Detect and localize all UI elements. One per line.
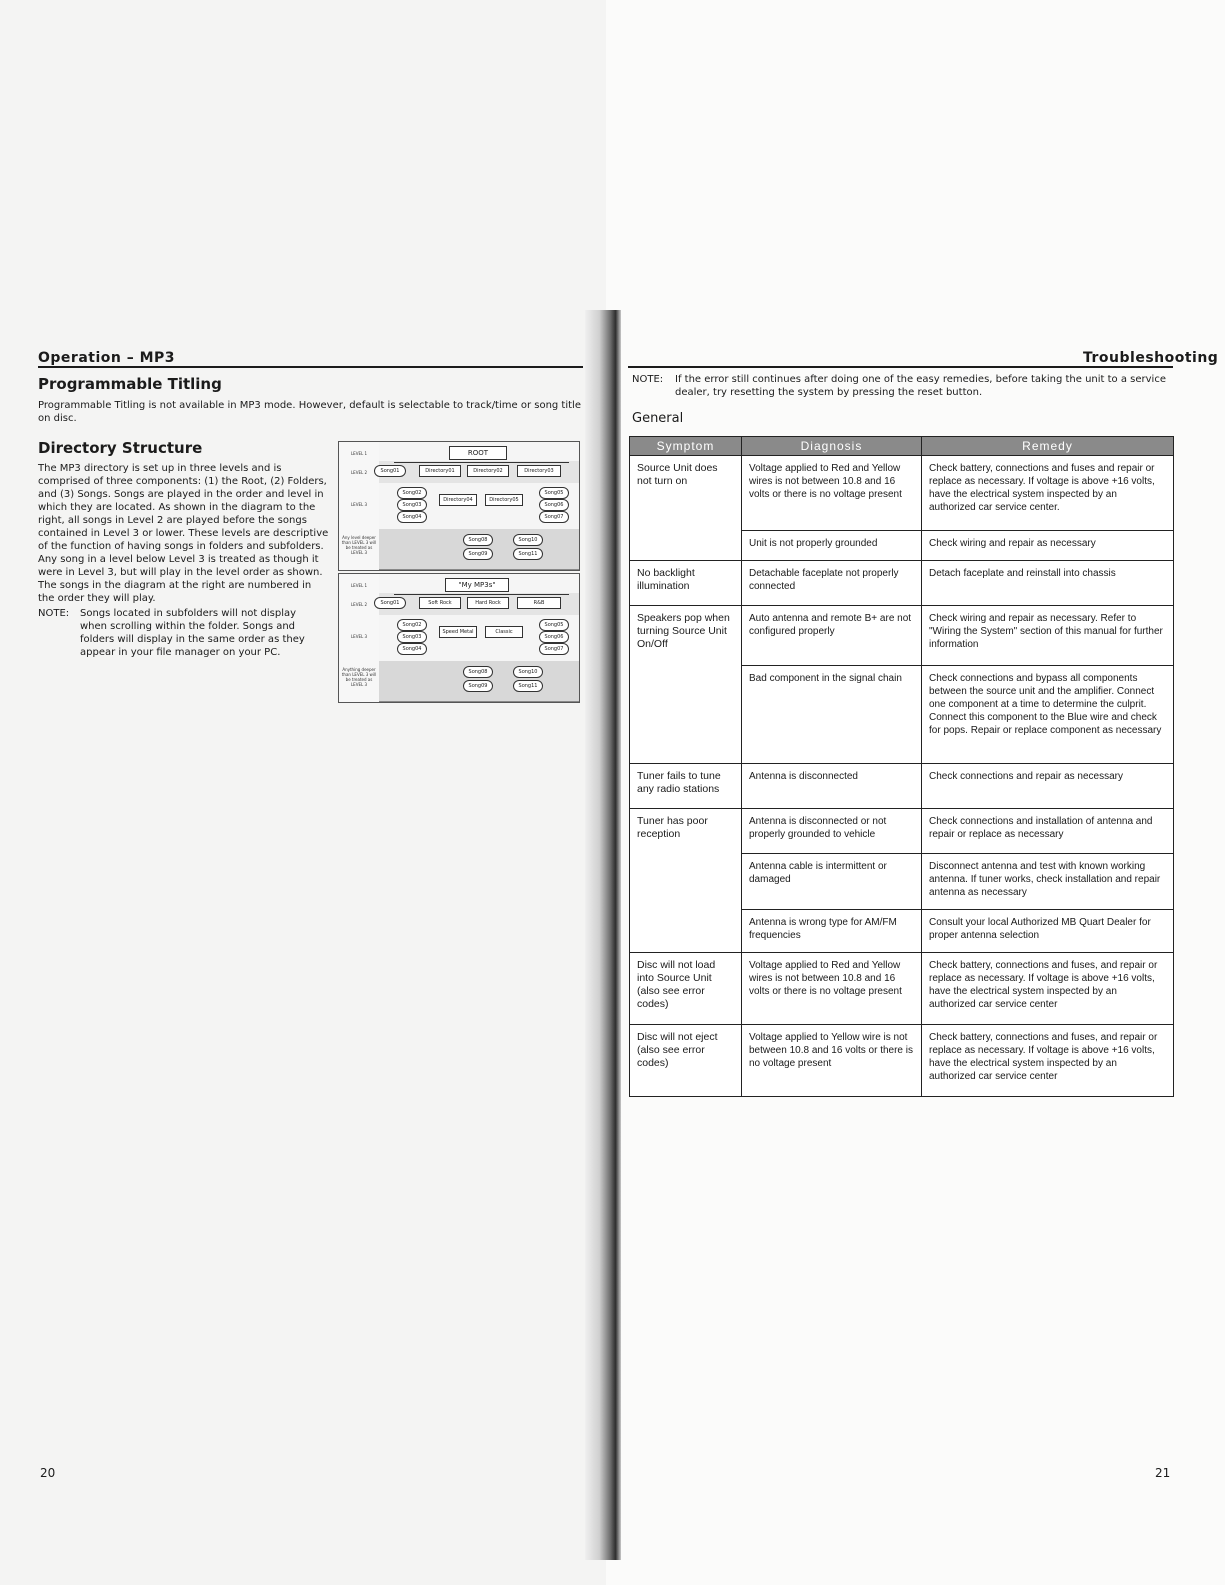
song-node: Song05 [539, 619, 569, 631]
table-row [630, 456, 1174, 531]
symptom-cell: Source Unit does not turn on [630, 456, 742, 561]
song-node: Song09 [463, 680, 493, 692]
song-node: Song11 [513, 680, 543, 692]
column-header-diagnosis: Diagnosis [742, 437, 922, 456]
page-number-left: 20 [40, 1466, 56, 1480]
level-label: LEVEL 1 [350, 583, 368, 588]
song-node: Song05 [539, 487, 569, 499]
folder-node: Directory04 [439, 494, 477, 506]
remedy-cell: Check battery, connections and fuses and repair or replace as necessary. If voltage is above +16 volts, have the electrical system inspected by an authorized car service center. [922, 456, 1174, 531]
level-column [339, 442, 380, 570]
folder-node: Speed Metal [439, 626, 477, 638]
remedy-cell: Detach faceplate and reinstall into chassis [922, 561, 1174, 606]
remedy-cell: Check connections and repair as necessary [922, 764, 1174, 809]
folder-node: R&B [517, 597, 561, 609]
level-label: Any level deeper than LEVEL 3 will be treated as LEVEL 3 [341, 535, 377, 555]
song-node: Song07 [539, 511, 569, 523]
symptom-cell: Speakers pop when turning Source Unit On/Off [630, 606, 742, 764]
song-node: Song08 [463, 534, 493, 546]
page-number-right: 21 [1155, 1466, 1171, 1480]
symptom-cell: Tuner has poor reception [630, 809, 742, 953]
folder-node: Directory03 [517, 465, 561, 477]
diagnosis-cell: Auto antenna and remote B+ are not configured properly [742, 606, 922, 666]
diagnosis-cell: Antenna is disconnected [742, 764, 922, 809]
folder-node: Soft Rock [419, 597, 461, 609]
song-node: Song01 [374, 465, 406, 477]
table-row [630, 606, 1174, 666]
table-row [630, 1025, 1174, 1097]
folder-node: Directory01 [419, 465, 461, 477]
remedy-cell: Check battery, connections and fuses, and repair or replace as necessary. If voltage is above +16 volts, have the electrical system inspected by an authorized car service center [922, 953, 1174, 1025]
programmable-titling-body: Programmable Titling is not available in MP3 mode. However, default is selectable to track/time or song title on disc. [38, 400, 581, 424]
remedy-cell: Check wiring and repair as necessary. Refer to "Wiring the System" section of this manual for further information [922, 606, 1174, 666]
directory-diagram-1 [338, 441, 580, 571]
diagnosis-cell: Detachable faceplate not properly connected [742, 561, 922, 606]
directory-diagram-2 [338, 573, 580, 703]
column-header-remedy: Remedy [922, 437, 1174, 456]
diagnosis-cell: Antenna is wrong type for AM/FM frequencies [742, 910, 922, 953]
note-label-right: NOTE: [632, 374, 664, 385]
level-label: LEVEL 2 [350, 602, 368, 607]
diagnosis-cell: Bad component in the signal chain [742, 666, 922, 764]
note-label-left: NOTE: [38, 608, 70, 619]
diagnosis-cell: Unit is not properly grounded [742, 531, 922, 561]
symptom-cell: Tuner fails to tune any radio stations [630, 764, 742, 809]
folder-node: Classic [485, 626, 523, 638]
song-node: Song07 [539, 643, 569, 655]
column-header-symptom: Symptom [630, 437, 742, 456]
song-node: Song03 [397, 631, 427, 643]
table-row [630, 764, 1174, 809]
song-node: Song04 [397, 511, 427, 523]
symptom-cell: Disc will not eject (also see error codes) [630, 1025, 742, 1097]
table-row [630, 953, 1174, 1025]
song-node: Song08 [463, 666, 493, 678]
note-body-left: Songs located in subfolders will not display when scrolling within the folder. Songs and folders will display in the same order as they appear in your file manager on your PC. [80, 608, 305, 658]
song-node: Song04 [397, 643, 427, 655]
song-node: Song02 [397, 619, 427, 631]
level-label: LEVEL 3 [350, 634, 368, 639]
root-node: ROOT [449, 446, 507, 460]
symptom-cell: Disc will not load into Source Unit (also see error codes) [630, 953, 742, 1025]
header-rule-right [628, 366, 1173, 368]
programmable-titling-heading: Programmable Titling [38, 375, 222, 393]
song-node: Song06 [539, 631, 569, 643]
troubleshooting-table [629, 436, 1174, 1097]
song-node: Song06 [539, 499, 569, 511]
song-node: Song10 [513, 666, 543, 678]
song-node: Song03 [397, 499, 427, 511]
directory-structure-heading: Directory Structure [38, 439, 203, 457]
remedy-cell: Check battery, connections and fuses, and repair or replace as necessary. If voltage is above +16 volts, have the electrical system inspected by an authorized car service center [922, 1025, 1174, 1097]
song-node: Song10 [513, 534, 543, 546]
remedy-cell: Disconnect antenna and test with known working antenna. If tuner works, check installation and repair antenna as necessary [922, 854, 1174, 910]
level-label: LEVEL 3 [350, 502, 368, 507]
song-node: Song11 [513, 548, 543, 560]
song-node: Song01 [374, 597, 406, 609]
table-row [630, 561, 1174, 606]
level-label: LEVEL 1 [350, 451, 368, 456]
table-row [630, 809, 1174, 854]
diagnosis-cell: Voltage applied to Yellow wire is not between 10.8 and 16 volts or there is no voltage present [742, 1025, 922, 1097]
remedy-cell: Check connections and installation of antenna and repair or replace as necessary [922, 809, 1174, 854]
page-gutter [585, 310, 621, 1560]
folder-node: Hard Rock [467, 597, 509, 609]
diagnosis-cell: Antenna cable is intermittent or damaged [742, 854, 922, 910]
folder-node: Directory05 [485, 494, 523, 506]
root-node: "My MP3s" [445, 578, 509, 592]
table-header-row [630, 437, 1174, 456]
remedy-cell: Check connections and bypass all components between the source unit and the amplifier. Connect one component at a time to determine the culprit. Connect this component to the Blue wire and check for pops. Repair or replace component as necessary [922, 666, 1174, 764]
left-page [0, 0, 606, 1585]
diagnosis-cell: Antenna is disconnected or not properly grounded to vehicle [742, 809, 922, 854]
level-label: LEVEL 2 [350, 470, 368, 475]
song-node: Song09 [463, 548, 493, 560]
diagnosis-cell: Voltage applied to Red and Yellow wires is not between 10.8 and 16 volts or there is no voltage present [742, 953, 922, 1025]
remedy-cell: Consult your local Authorized MB Quart Dealer for proper antenna selection [922, 910, 1174, 953]
diagnosis-cell: Voltage applied to Red and Yellow wires is not between 10.8 and 16 volts or there is no voltage present [742, 456, 922, 531]
note-body-right: If the error still continues after doing one of the easy remedies, before taking the unit to a service dealer, try resetting the system by pressing the reset button. [675, 374, 1166, 398]
section-header-left: Operation – MP3 [38, 350, 176, 366]
directory-structure-body: The MP3 directory is set up in three levels and is comprised of three components: (1) the Root, (2) Folders, and (3) Songs. Songs are played in the order and level in which they are located. As shown in the diagram to the right, all songs in Level 2 are played before the songs contained in Level 3 or lower. These levels are descriptive of the function of having songs in folders and subfolders. Any song in a level below Level 3 is treated as though it were in Level 3, but will play in the level order as shown. The songs in the diagram at the right are numbered in the order they will play. [38, 463, 329, 604]
folder-node: Directory02 [467, 465, 509, 477]
level-label: Anything deeper than LEVEL 3 will be treated as LEVEL 3 [341, 667, 377, 687]
header-rule-left [38, 366, 583, 368]
level-column [339, 574, 380, 702]
song-node: Song02 [397, 487, 427, 499]
remedy-cell: Check wiring and repair as necessary [922, 531, 1174, 561]
symptom-cell: No backlight illumination [630, 561, 742, 606]
general-heading: General [632, 411, 684, 426]
section-header-right: Troubleshooting [1083, 350, 1219, 366]
